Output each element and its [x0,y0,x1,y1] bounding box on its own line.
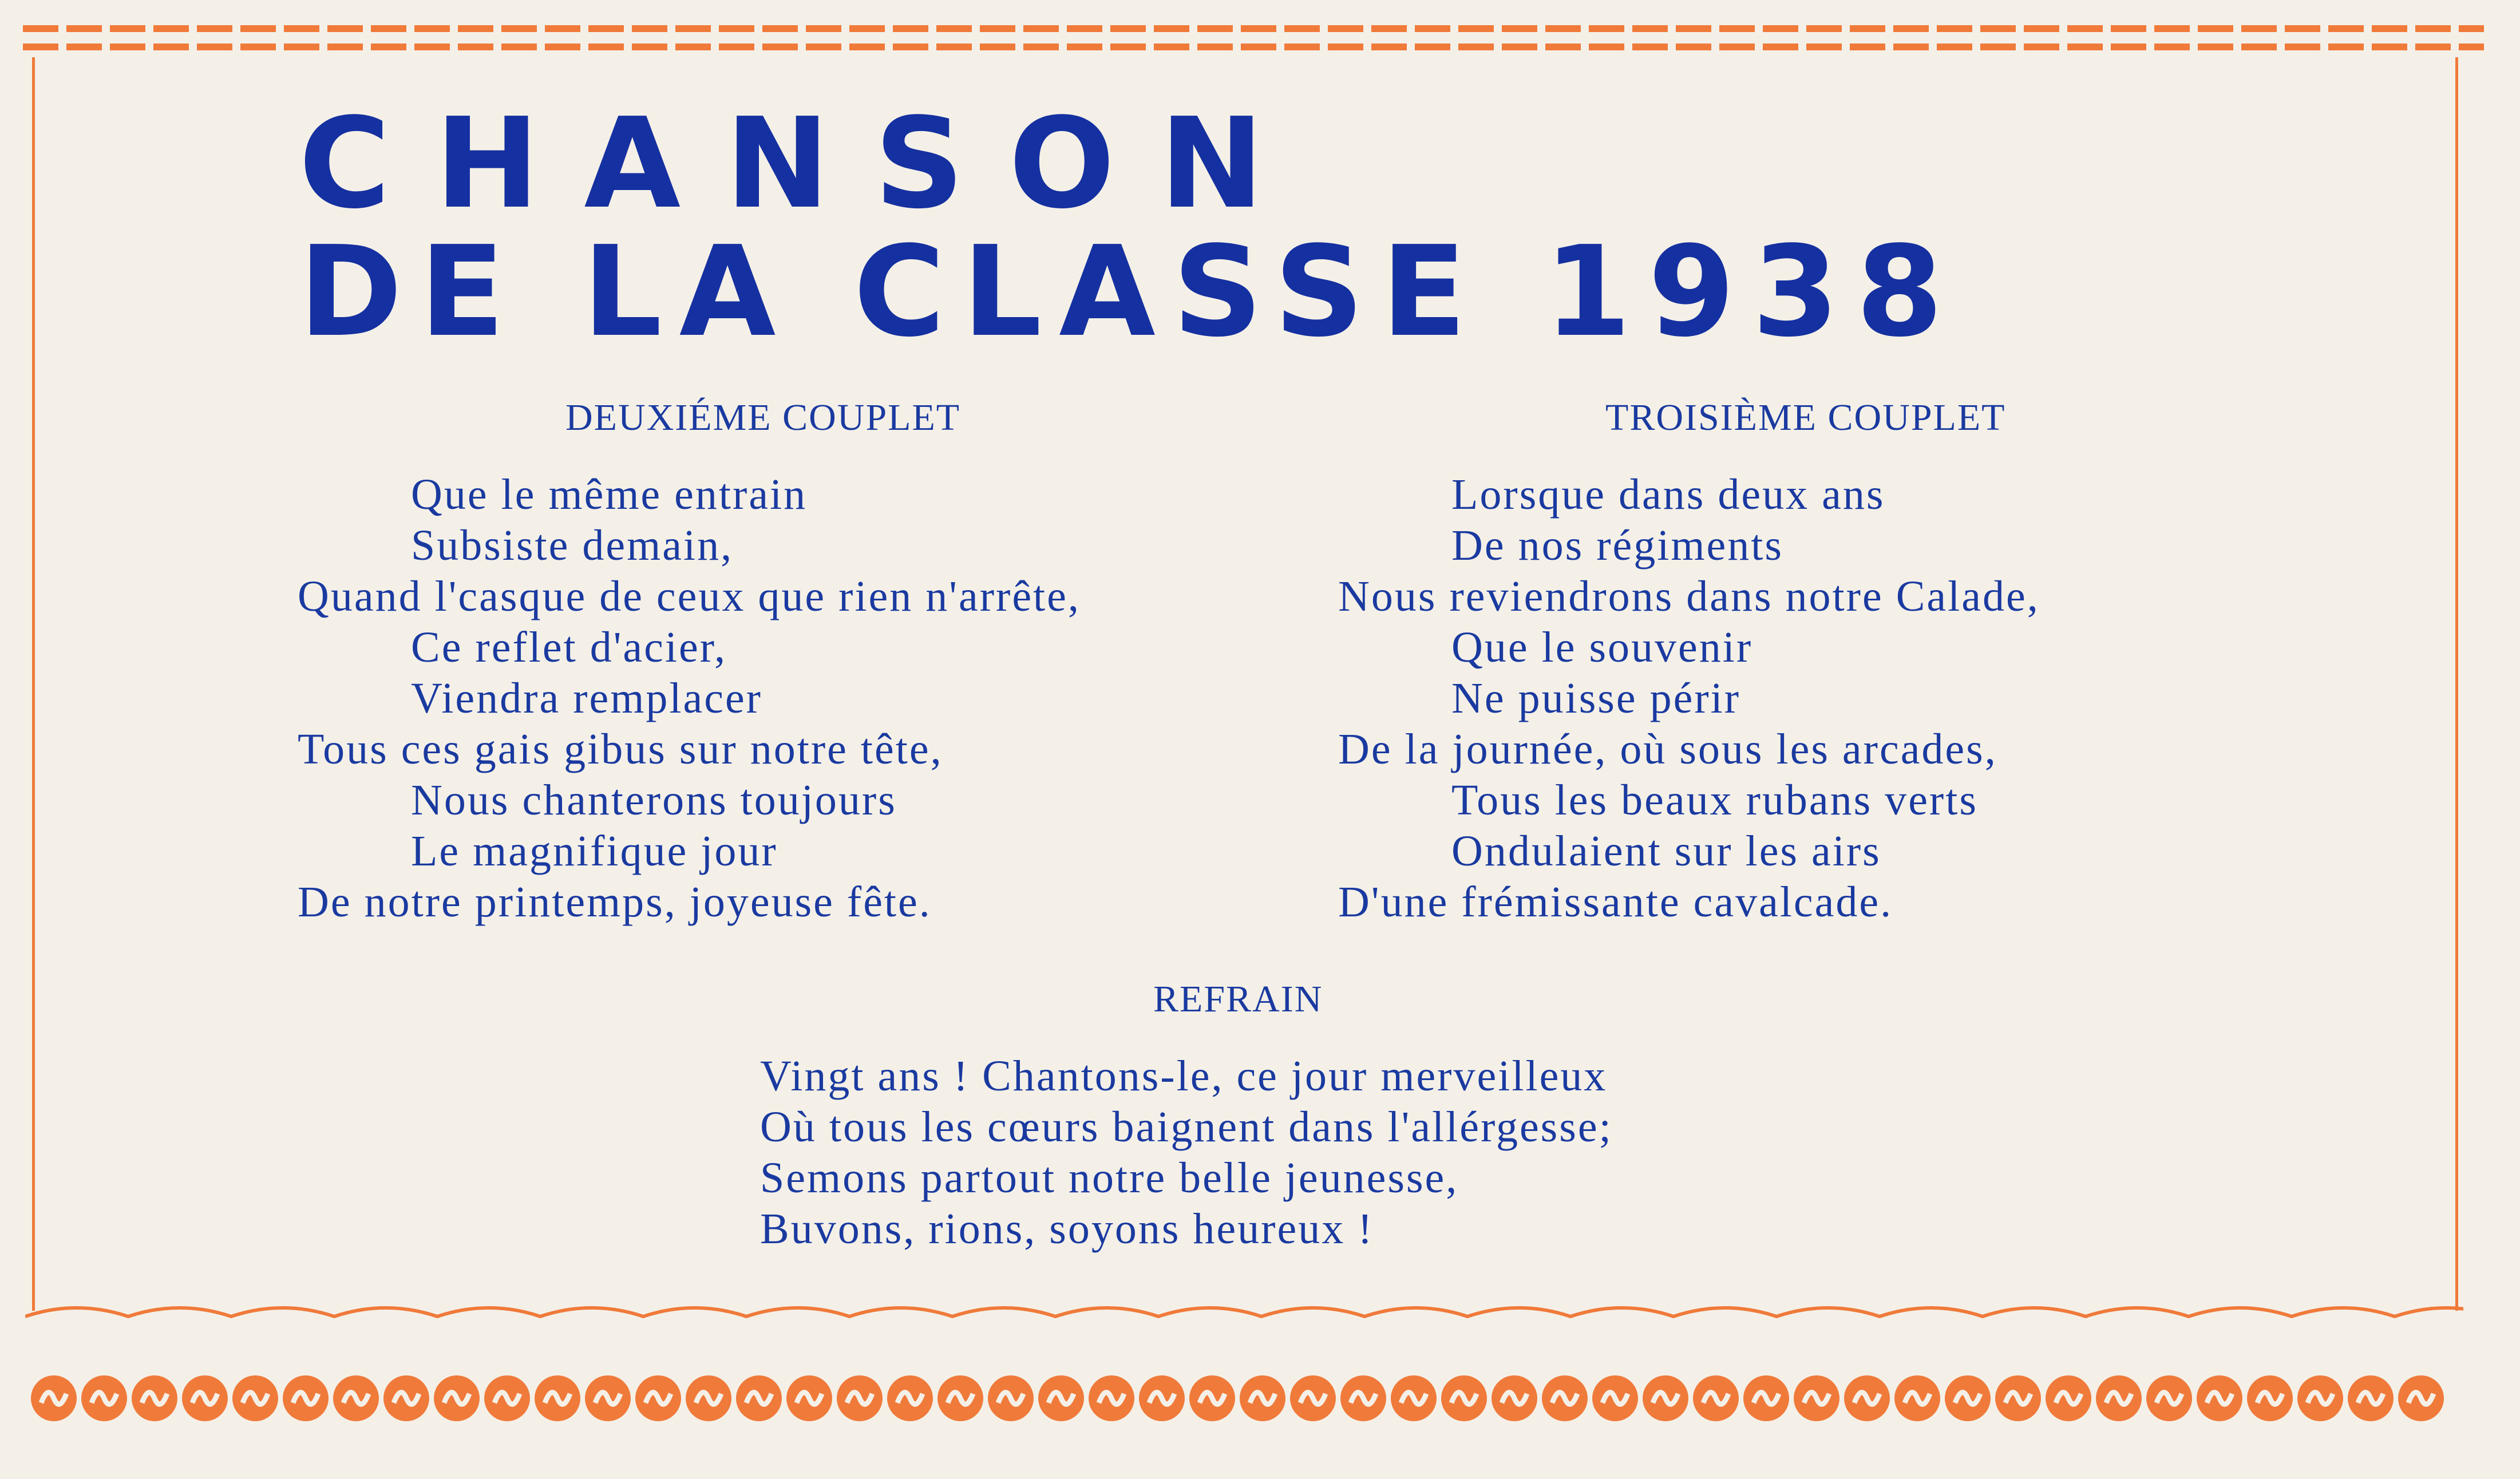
verse-line: Ce reflet d'acier, [411,623,727,671]
circle-ornament-icon [1995,1375,2041,1421]
circle-ornament-icon [837,1375,883,1421]
refrain-verse [760,1051,1613,1255]
refrain-heading: REFRAIN [1153,978,1323,1020]
verse-line: Que le souvenir [1451,623,1753,671]
circle-ornament-icon [132,1375,177,1421]
circle-ornament-icon [1693,1375,1739,1421]
verse-line: Vingt ans ! Chantons-le, ce jour merveilleux [760,1052,1608,1100]
circle-ornament-icon [2398,1375,2444,1421]
top-border-ornament [23,23,2484,57]
verse-line: Semons partout notre belle jeunesse, [760,1154,1459,1202]
circle-ornament-icon [1542,1375,1588,1421]
couplet-2-verse [298,469,1081,928]
circle-ornament-icon [736,1375,782,1421]
title-line-2: DE LA CLASSE 1938 [299,220,1960,365]
circle-ornament-icon [1743,1375,1789,1421]
circle-ornament-icon [2197,1375,2242,1421]
verse-line: Buvons, rions, soyons heureux ! [760,1205,1374,1253]
verse-line: Que le même entrain [411,470,808,519]
circle-ornament-icon [2096,1375,2142,1421]
circle-ornament-icon [283,1375,329,1421]
left-border-line [32,57,35,1311]
couplet-3-verse [1338,469,2040,928]
circle-ornament-icon [1340,1375,1386,1421]
circle-ornament-icon [1894,1375,1940,1421]
couplet-3-heading: TROISIÈME COUPLET [1605,397,2006,438]
verse-line: Viendra remplacer [411,674,762,722]
circle-ornament-icon [232,1375,278,1421]
circle-ornament-icon [686,1375,731,1421]
circle-ornament-icon [1794,1375,1839,1421]
circle-ornament-icon [1089,1375,1134,1421]
circle-ornament-icon [1492,1375,1537,1421]
circle-ornament-icon [535,1375,580,1421]
circle-ornament-icon [1643,1375,1688,1421]
circle-ornament-icon [2247,1375,2293,1421]
circle-ornament-icon [1844,1375,1890,1421]
verse-line: Nous chanterons toujours [411,776,897,824]
verse-line: Le magnifique jour [411,827,778,875]
verse-line: Quand l'casque de ceux que rien n'arrête, [298,572,1081,620]
circle-ornament-icon [887,1375,933,1421]
verse-line: Ondulaient sur les airs [1451,827,1881,875]
circle-ornament-icon [182,1375,228,1421]
verse-line: Nous reviendrons dans notre Calade, [1338,572,2040,620]
circle-ornament-icon [484,1375,530,1421]
circle-ornament-icon [2146,1375,2192,1421]
circle-ornament-icon [786,1375,832,1421]
verse-line: Lorsque dans deux ans [1451,470,1885,519]
verse-line: De notre printemps, joyeuse fête. [298,878,932,926]
title-line-1: CHANSON [299,92,1309,236]
verse-line: Où tous les cœurs baignent dans l'allérgesse; [760,1103,1613,1151]
verse-line: De la journée, où sous les arcades, [1338,725,1997,773]
verse-line: Ne puisse périr [1451,674,1741,722]
circle-ornament-icon [1945,1375,1991,1421]
circle-ornament-icon [2046,1375,2091,1421]
circle-ornament-icon [1592,1375,1638,1421]
verse-line: Tous les beaux rubans verts [1451,776,1978,824]
circle-ornament-icon [383,1375,429,1421]
circle-ornament-icon [1189,1375,1235,1421]
couplet-2-heading: DEUXIÉME COUPLET [565,397,961,438]
verse-line: Subsiste demain, [411,521,734,570]
circle-ornament-icon [31,1375,77,1421]
circle-ornament-icon [2297,1375,2343,1421]
circle-ornament-icon [585,1375,631,1421]
circle-ornament-icon [937,1375,983,1421]
circle-ornament-icon [81,1375,127,1421]
circle-ornament-icon [1290,1375,1336,1421]
circle-ornament-icon [988,1375,1034,1421]
circle-ornament-icon [2348,1375,2394,1421]
bottom-circle-ornament [25,1367,2463,1430]
verse-line: D'une frémissante cavalcade. [1338,878,1893,926]
circle-ornament-icon [635,1375,681,1421]
circle-ornament-icon [333,1375,379,1421]
circle-ornament-icon [1139,1375,1185,1421]
circle-ornament-icon [1240,1375,1285,1421]
right-border-line [2455,57,2458,1311]
verse-line: De nos régiments [1451,521,1783,570]
circle-ornament-icon [1441,1375,1487,1421]
wave-divider-ornament [25,1299,2463,1334]
circle-ornament-icon [1038,1375,1084,1421]
circle-ornament-icon [1391,1375,1437,1421]
verse-line: Tous ces gais gibus sur notre tête, [298,725,943,773]
circle-ornament-icon [434,1375,480,1421]
